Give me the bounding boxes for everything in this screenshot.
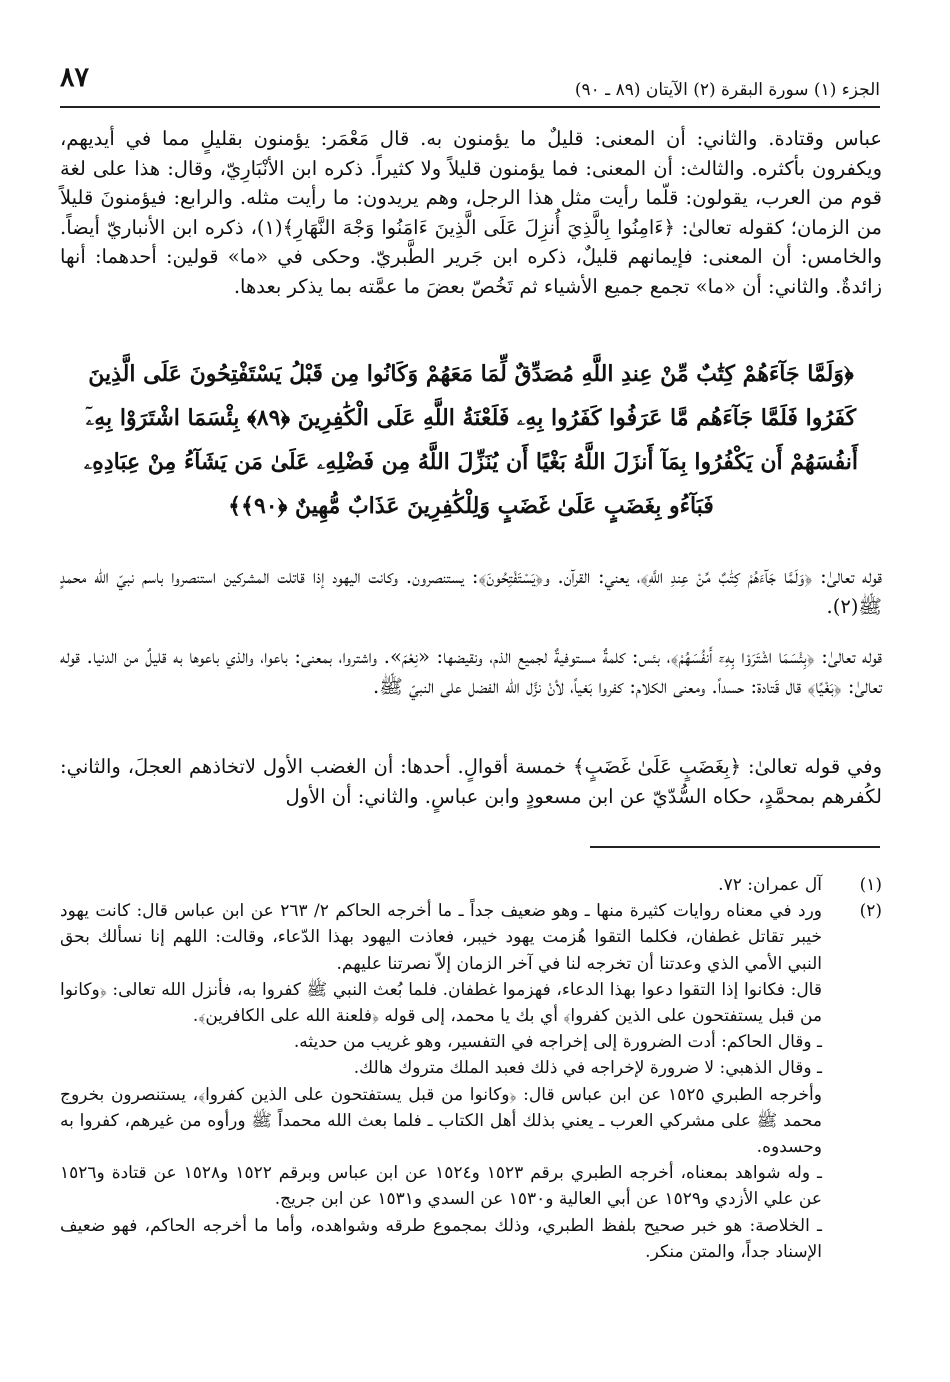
footnote-line: ـ وقال الذهبي: لا ضرورة لإخراجه في ذلك فعبد الملك متروك هالك.: [353, 1058, 822, 1079]
footnote-number: (٢): [859, 901, 882, 922]
commentary-paragraph: [60, 562, 882, 621]
running-head: الجزء (١) سورة البقرة (٢) الآيتان (٨٩ ـ ٩٠): [574, 80, 880, 100]
page-header: [60, 62, 880, 108]
footnote-line: ـ الخلاصة: هو خبر صحيح بلفظ الطبري، وذلك بمجموع طرقه وشواهده، وأما ما أخرجه الحاكم، فهو ضعيف الإسناد جداً، والمتن منكر.: [60, 1215, 822, 1262]
footnote-line: آل عمران: ٧٢.: [718, 875, 822, 895]
quran-verse-block: [60, 352, 882, 528]
commentary-paragraph: [60, 642, 882, 701]
footnote: [60, 872, 882, 898]
commentary-paragraph: [60, 124, 882, 302]
paragraph-2: قوله تعالىٰ: ﴿وَلَمَّا جَآءَهُمْ كِتَٰبٌ مِّنْ عِندِ اللَّهِ﴾، يعني: القرآن. و﴿يَسْتَفْتِحُونَ﴾: يستنصرون. وكانت اليهود إذا قاتلت المشركين استنصروا باسم نبيّ الله محمدٍ ﷺ(٢).: [60, 565, 882, 618]
footnote-text: [60, 872, 822, 898]
page-number: ٨٧: [60, 62, 90, 93]
quran-verse: ﴿وَلَمَّا جَآءَهُمْ كِتَٰبٌ مِّنْ عِندِ اللَّهِ مُصَدِّقٌ لِّمَا مَعَهُمْ وَكَانُوا مِن قَبْلُ يَسْتَفْتِحُونَ عَلَى الَّذِينَ كَفَرُوا فَلَمَّا جَآءَهُم مَّا عَرَفُوا كَفَرُوا بِهِۦ فَلَعْنَةُ اللَّهِ عَلَى الْكَٰفِرِينَ ﴿٨٩﴾ بِئْسَمَا اشْتَرَوْا بِهِۦٓ أَنفُسَهُمْ أَن يَكْفُرُوا بِمَآ أَنزَلَ اللَّهُ بَغْيًا أَن يُنَزِّلَ اللَّهُ مِن فَضْلِهِۦ عَلَىٰ مَن يَشَآءُ مِنْ عِبَادِهِۦ فَبَآءُو بِغَضَبٍ عَلَىٰ غَضَبٍ وَلِلْكَٰفِرِينَ عَذَابٌ مُّهِينٌ ﴿٩٠﴾﴾: [83, 361, 859, 519]
commentary-paragraph: [60, 752, 882, 811]
footnote-line: ـ وقال الحاكم: أدت الضرورة إلى إخراجه في التفسير، وهو غريب من حديثه.: [293, 1032, 822, 1053]
footnote-line: قال: فكانوا إذا التقوا دعوا بهذا الدعاء، فهزموا غطفان. فلما بُعث النبي ﷺ كفروا به، فأنزل الله تعالى: ﴿وكانوا من قبل يستفتحون على الذين كفروا﴾ أي بك يا محمد، إلى قوله ﴿فلعنة الله على الكافرين﴾.: [60, 979, 822, 1027]
footnote: [60, 898, 882, 1265]
footnote-divider: [590, 846, 880, 848]
footnote-line: ورد في معناه روايات كثيرة منها ـ وهو ضعيف جداً ـ ما أخرجه الحاكم ٢/ ٢٦٣ عن ابن عباس قال: كانت يهود خيبر تقاتل غطفان، فكلما التقوا هُزمت يهود خيبر، فعاذت اليهود بهذا الدّعاء، وقالت: اللهم إنا نسألك بحق النبي الأمي الذي وعدتنا أن تخرجه لنا في آخر الزمان إلاّ نصرتنا عليهم.: [60, 901, 822, 974]
footnote-line: وأخرجه الطبري ١٥٢٥ عن ابن عباس قال: ﴿وكانوا من قبل يستفتحون على الذين كفروا﴾، يستنصرون بخروج محمد ﷺ على مشركي العرب ـ يعني بذلك أهل الكتاب ـ فلما بعث الله محمداً ﷺ ورأوه من غيرهم، كفروا به وحسدوه.: [60, 1084, 822, 1158]
paragraph-4: وفي قوله تعالىٰ: ﴿بِغَضَبٍ عَلَىٰ غَضَبٍ﴾ خمسة أقوالٍ. أحدها: أن الغضب الأول لاتخاذهم العجلَ، والثاني: لكُفرهم بمحمَّدٍ، حكاه السُّدّيّ عن ابن مسعودٍ وابن عباسٍ. والثاني: أن الأول: [60, 755, 882, 808]
paragraph-3: قوله تعالىٰ: ﴿بِئْسَمَا اشْتَرَوْا بِهِۦٓ أَنفُسَهُمْ﴾، بئس: كلمةٌ مستوفيةٌ لجميع الذم، ونقيضها: «نِعْمَ». واشتروا، بمعنى: باعوا، والذي باعوها به قليلٌ من الدنيا. قوله تعالىٰ: ﴿بَغْيًا﴾ قال قَتادة: حسداً. ومعنى الكلام: كفروا بَغياً، لأنْ نزَّل الله الفضل على النبيّ ﷺ.: [60, 645, 882, 698]
footnote-text: [60, 898, 822, 1265]
footnote-line: ـ وله شواهد بمعناه، أخرجه الطبري برقم ١٥٢٣ و١٥٢٤ عن ابن عباس وبرقم ١٥٢٢ و١٥٢٨ عن قتادة و١٥٢٦ عن علي الأزدي و١٥٢٩ عن أبي العالية و١٥٣٠ عن السدي و١٥٣١ عن ابن جريج.: [60, 1163, 823, 1210]
footnotes: [60, 872, 882, 1265]
footnote-number: (١): [859, 875, 882, 895]
paragraph-1: عباس وقتادة. والثاني: أن المعنى: قليلٌ ما يؤمنون به. قال مَعْمَر: يؤمنون بقليلٍ مما في أيديهم، ويكفرون بأكثره. والثالث: أن المعنى: فما يؤمنون قليلاً ولا كثيراً. ذكره ابن الأنْبَارِيّ، وقال: هذا على لغة قوم من العرب، يقولون: قلّما رأيت مثل هذا الرجل، وهم يريدون: ما رأيت مثله. والرابع: فيؤمنونَ قليلاً من الزمان؛ كقوله تعالىٰ: ﴿ءَامِنُوا بِالَّذِيَ أُنزِلَ عَلَى الَّذِينَ ءَامَنُوا وَجْهَ النَّهَارِ﴾(١)، ذكره ابن الأنباريّ أيضاً. والخامس: أن المعنى: فإيمانهم قليلٌ، ذكره ابن جَرير الطَّبريّ. وحكى في «ما» قولين: أحدهما: أنها زائدةٌ. والثاني: أن «ما» تجمع جميع الأشياء ثم تَخُصّ بعضَ ما عمَّته بما يذكر بعدها.: [60, 127, 882, 298]
